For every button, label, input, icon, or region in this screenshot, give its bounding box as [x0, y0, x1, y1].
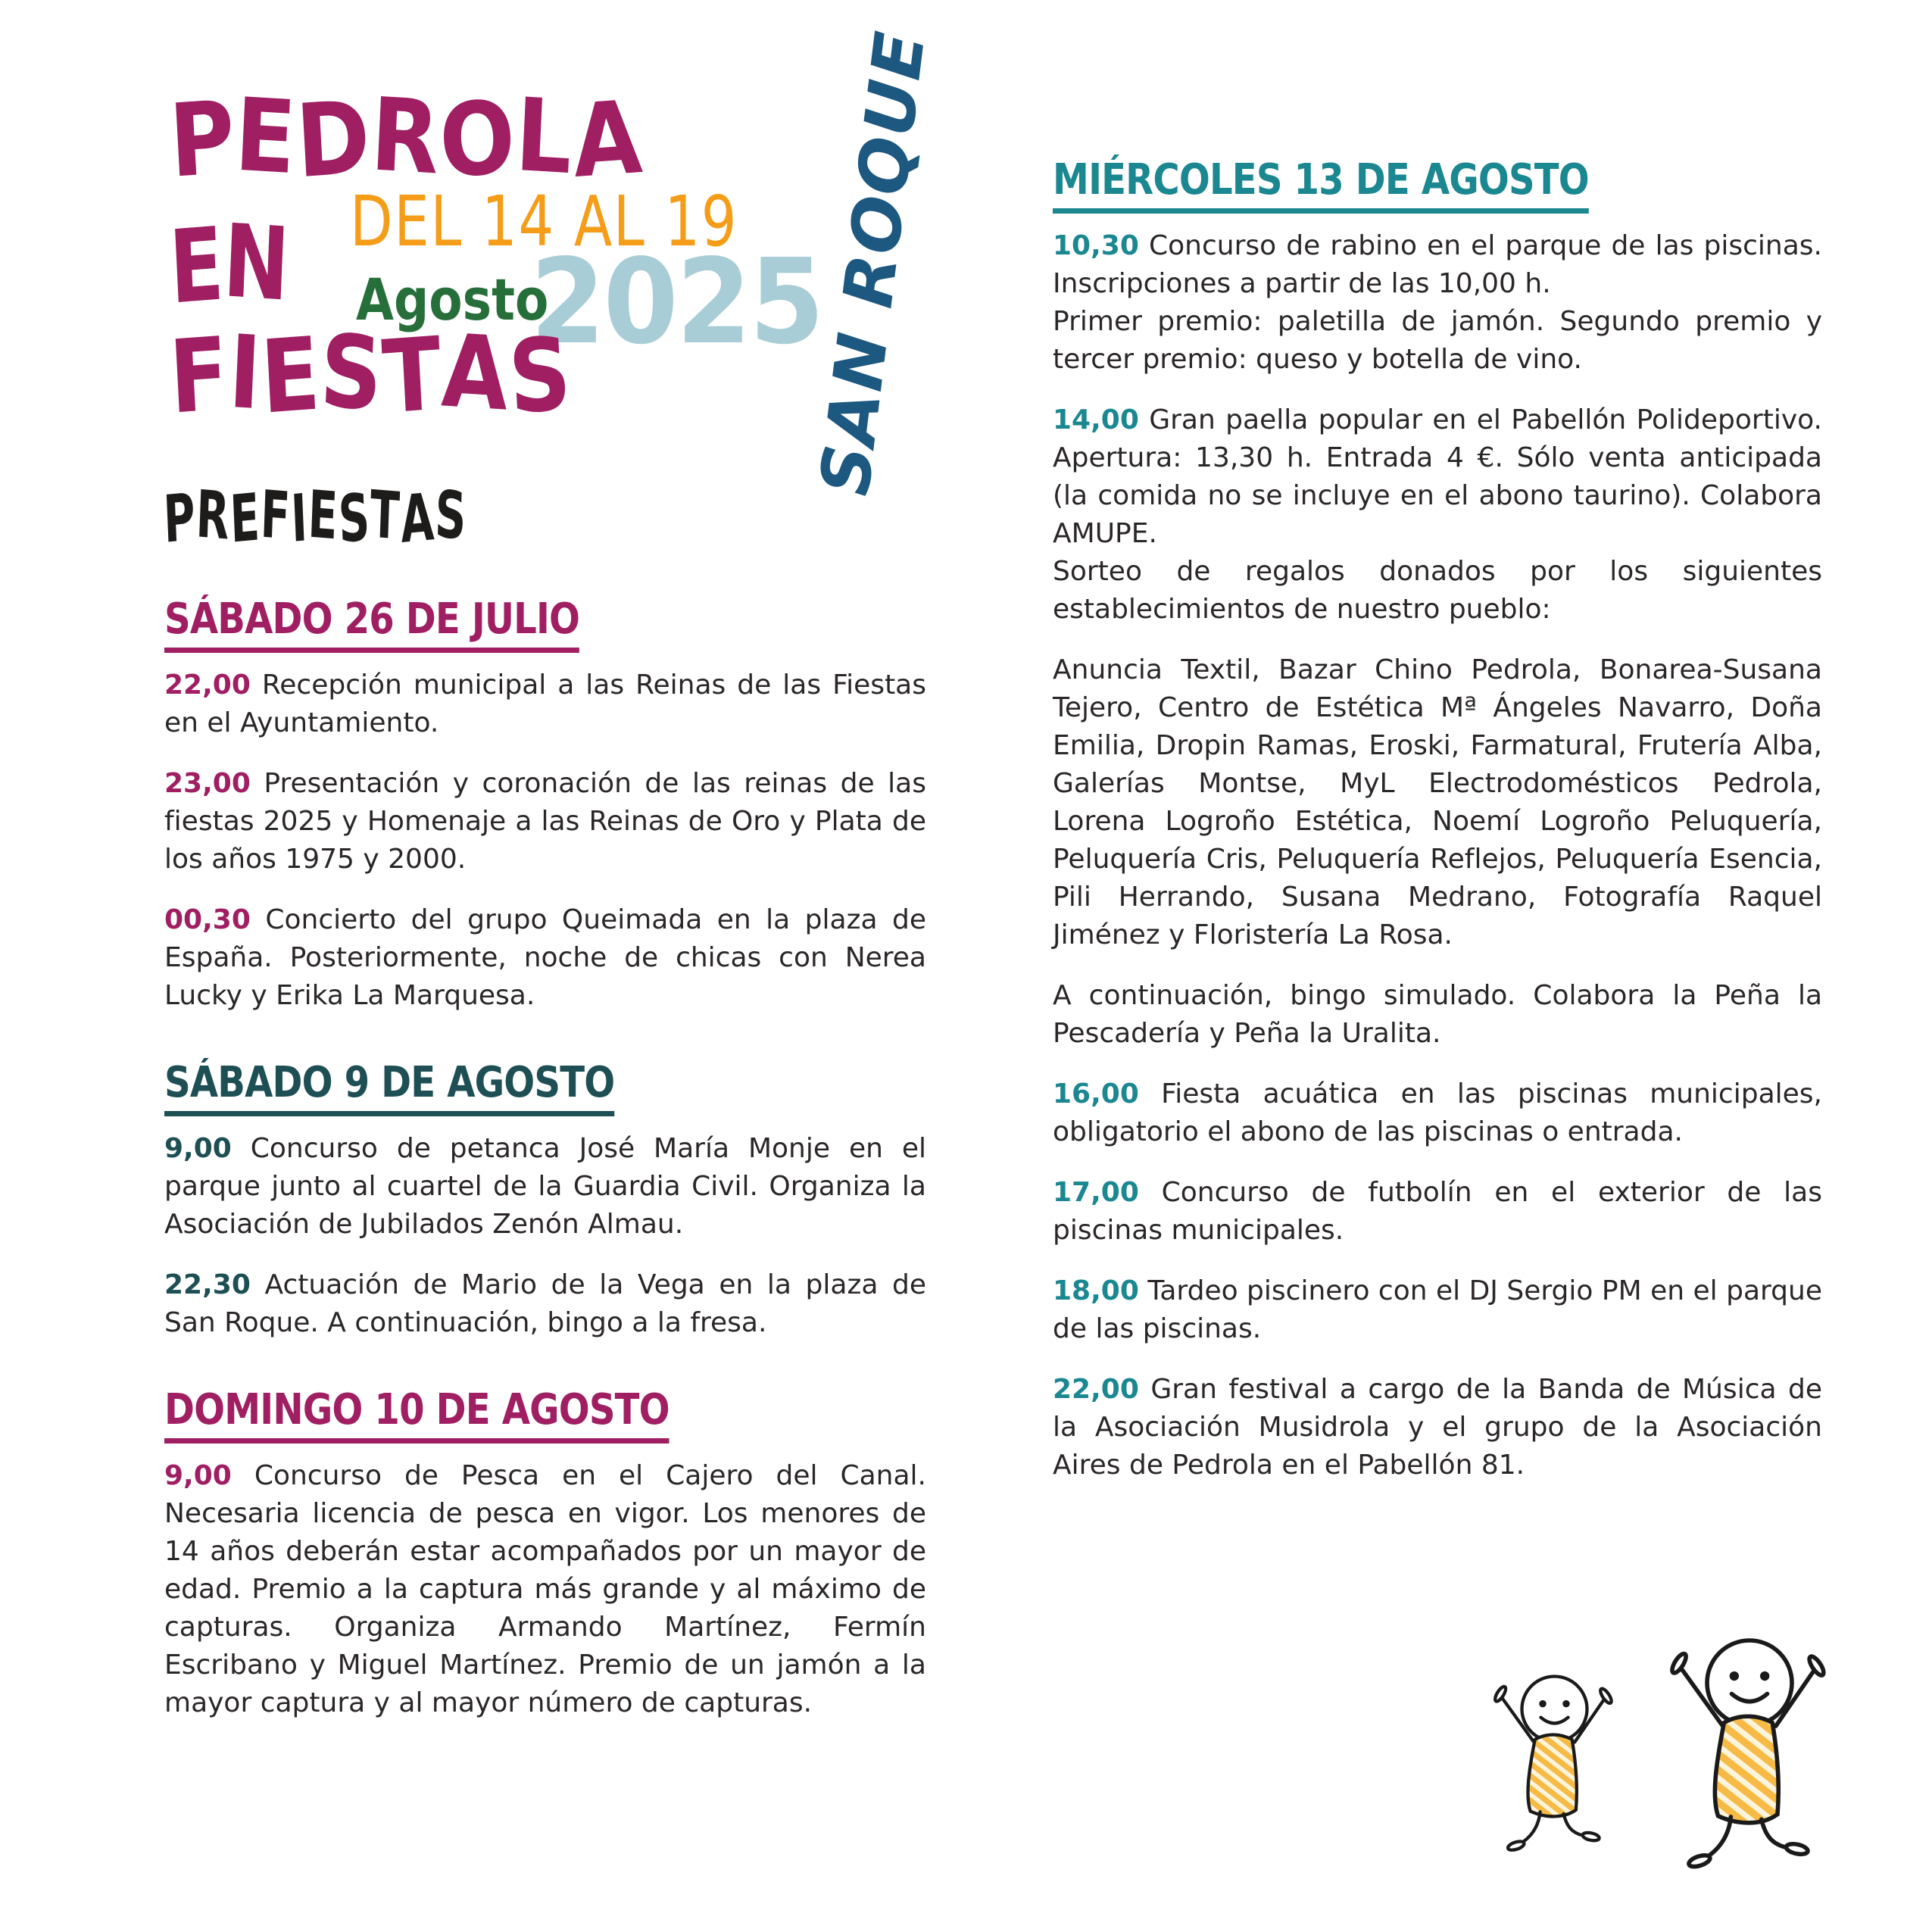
title-patron-san-roque: SAN ROQUE	[805, 27, 941, 500]
section-heading-2: SÁBADO 9 DE AGOSTO	[164, 1059, 614, 1116]
event-paragraph	[164, 1266, 926, 1342]
event-paragraph	[164, 901, 926, 1015]
event-time: 00,30	[164, 904, 251, 935]
event-paragraph	[1053, 1075, 1822, 1151]
event-time: 18,00	[1053, 1275, 1139, 1306]
event-paragraph	[1053, 977, 1822, 1053]
event-time: 10,30	[1053, 230, 1139, 261]
title-pedrola: PEDROLA	[167, 76, 645, 201]
event-time: 14,00	[1053, 404, 1139, 435]
small-jumper-figure	[1493, 1677, 1614, 1852]
event-text: Tardeo piscinero con el DJ Sergio PM en el parque de las piscinas.	[1053, 1275, 1822, 1344]
event-time: 22,00	[164, 669, 251, 701]
section-heading-3: DOMINGO 10 DE AGOSTO	[164, 1386, 669, 1444]
event-time: 16,00	[1053, 1078, 1139, 1110]
day-section	[164, 1386, 926, 1722]
event-time: 9,00	[164, 1460, 232, 1491]
event-text: Fiesta acuática en las piscinas municipales, obligatorio el abono de las piscinas o entrada.	[1053, 1078, 1822, 1147]
title-month: Agosto	[356, 266, 549, 333]
event-text: Concurso de petanca José María Monje en el parque junto al cuartel de la Guardia Civil. Organiza la Asociación de Jubilados Zenón Almau.	[164, 1133, 926, 1240]
event-paragraph	[1053, 651, 1822, 954]
day-section	[1053, 156, 1822, 1484]
prefiestas-label: PREFIESTAS	[162, 476, 469, 558]
event-text: Primer premio: paletilla de jamón. Segundo premio y tercer premio: queso y botella de vino.	[1053, 306, 1822, 375]
jumping-doodles-illustration	[1473, 1613, 1844, 1901]
event-paragraph	[1053, 1371, 1822, 1484]
event-paragraph	[164, 666, 926, 742]
title-en: EN	[167, 203, 292, 327]
event-time: 23,00	[164, 768, 251, 799]
event-text: A continuación, bingo simulado. Colabora la Peña la Pescadería y Peña la Uralita.	[1053, 980, 1822, 1049]
event-paragraph	[164, 1457, 926, 1722]
event-paragraph	[1053, 227, 1822, 303]
event-text: Anuncia Textil, Bazar Chino Pedrola, Bonarea-Susana Tejero, Centro de Estética Mª Ángeles Navarro, Doña Emilia, Dropin Ramas, Eroski, Farmatural, Frutería Alba, Galerías Montse, MyL Electrodomésticos Pedrola, Lorena Logroño Estética, Noemí Logroño Peluquería, Peluquería Cris, Peluquería Reflejos, Peluquería Esencia, Pili Herrando, Susana Medrano, Fotografía Raquel Jiménez y Floristería La Rosa.	[1053, 654, 1822, 950]
title-dates: DEL 14 AL 19	[350, 181, 738, 262]
day-section	[164, 1059, 926, 1342]
left-column	[164, 595, 926, 1722]
event-text: Recepción municipal a las Reinas de las Fiestas en el Ayuntamiento.	[164, 669, 926, 738]
event-text: Concurso de Pesca en el Cajero del Canal. Necesaria licencia de pesca en vigor. Los menores de 14 años deberán estar acompañados por un mayor de edad. Premio a la captura más grande y al máximo de capturas. Organiza Armando Martínez, Fermín Escribano y Miguel Martínez. Premio de un jamón a la mayor captura y al mayor número de capturas.	[164, 1460, 926, 1718]
event-time: 22,00	[1053, 1374, 1139, 1405]
event-paragraph	[164, 765, 926, 879]
event-text: Concurso de rabino en el parque de las piscinas. Inscripciones a partir de las 10,00 h.	[1053, 230, 1822, 299]
event-paragraph	[1053, 401, 1822, 553]
right-column	[1053, 156, 1822, 1484]
event-text: Presentación y coronación de las reinas de las fiestas 2025 y Homenaje a las Reinas de Oro y Plata de los años 1975 y 2000.	[164, 768, 926, 875]
event-time: 9,00	[164, 1133, 232, 1164]
event-paragraph	[1053, 553, 1822, 629]
event-paragraph	[1053, 1174, 1822, 1250]
large-jumper-figure	[1670, 1640, 1827, 1869]
title-fiestas: FIESTAS	[167, 313, 574, 437]
event-text: Gran festival a cargo de la Banda de Música de la Asociación Musidrola y el grupo de la Asociación Aires de Pedrola en el Pabellón 81.	[1053, 1374, 1822, 1481]
title-year: 2025	[530, 233, 822, 370]
event-text: Concierto del grupo Queimada en la plaza de España. Posteriormente, noche de chicas con Nerea Lucky y Erika La Marquesa.	[164, 904, 926, 1011]
event-paragraph	[1053, 303, 1822, 379]
event-text: Actuación de Mario de la Vega en la plaza de San Roque. A continuación, bingo a la fresa.	[164, 1269, 926, 1338]
section-heading-miercoles: MIÉRCOLES 13 DE AGOSTO	[1053, 156, 1589, 214]
section-heading-1: SÁBADO 26 DE JULIO	[164, 595, 579, 653]
event-text: Gran paella popular en el Pabellón Polideportivo. Apertura: 13,30 h. Entrada 4 €. Sólo venta anticipada (la comida no se incluye en el abono taurino). Colabora AMUPE.	[1053, 404, 1822, 549]
event-time: 22,30	[164, 1269, 251, 1300]
event-paragraph	[1053, 1272, 1822, 1348]
day-section	[164, 595, 926, 1015]
event-text: Concurso de futbolín en el exterior de las piscinas municipales.	[1053, 1177, 1822, 1246]
event-paragraph	[164, 1130, 926, 1244]
event-text: Sorteo de regalos donados por los siguientes establecimientos de nuestro pueblo:	[1053, 556, 1822, 625]
event-time: 17,00	[1053, 1177, 1139, 1208]
